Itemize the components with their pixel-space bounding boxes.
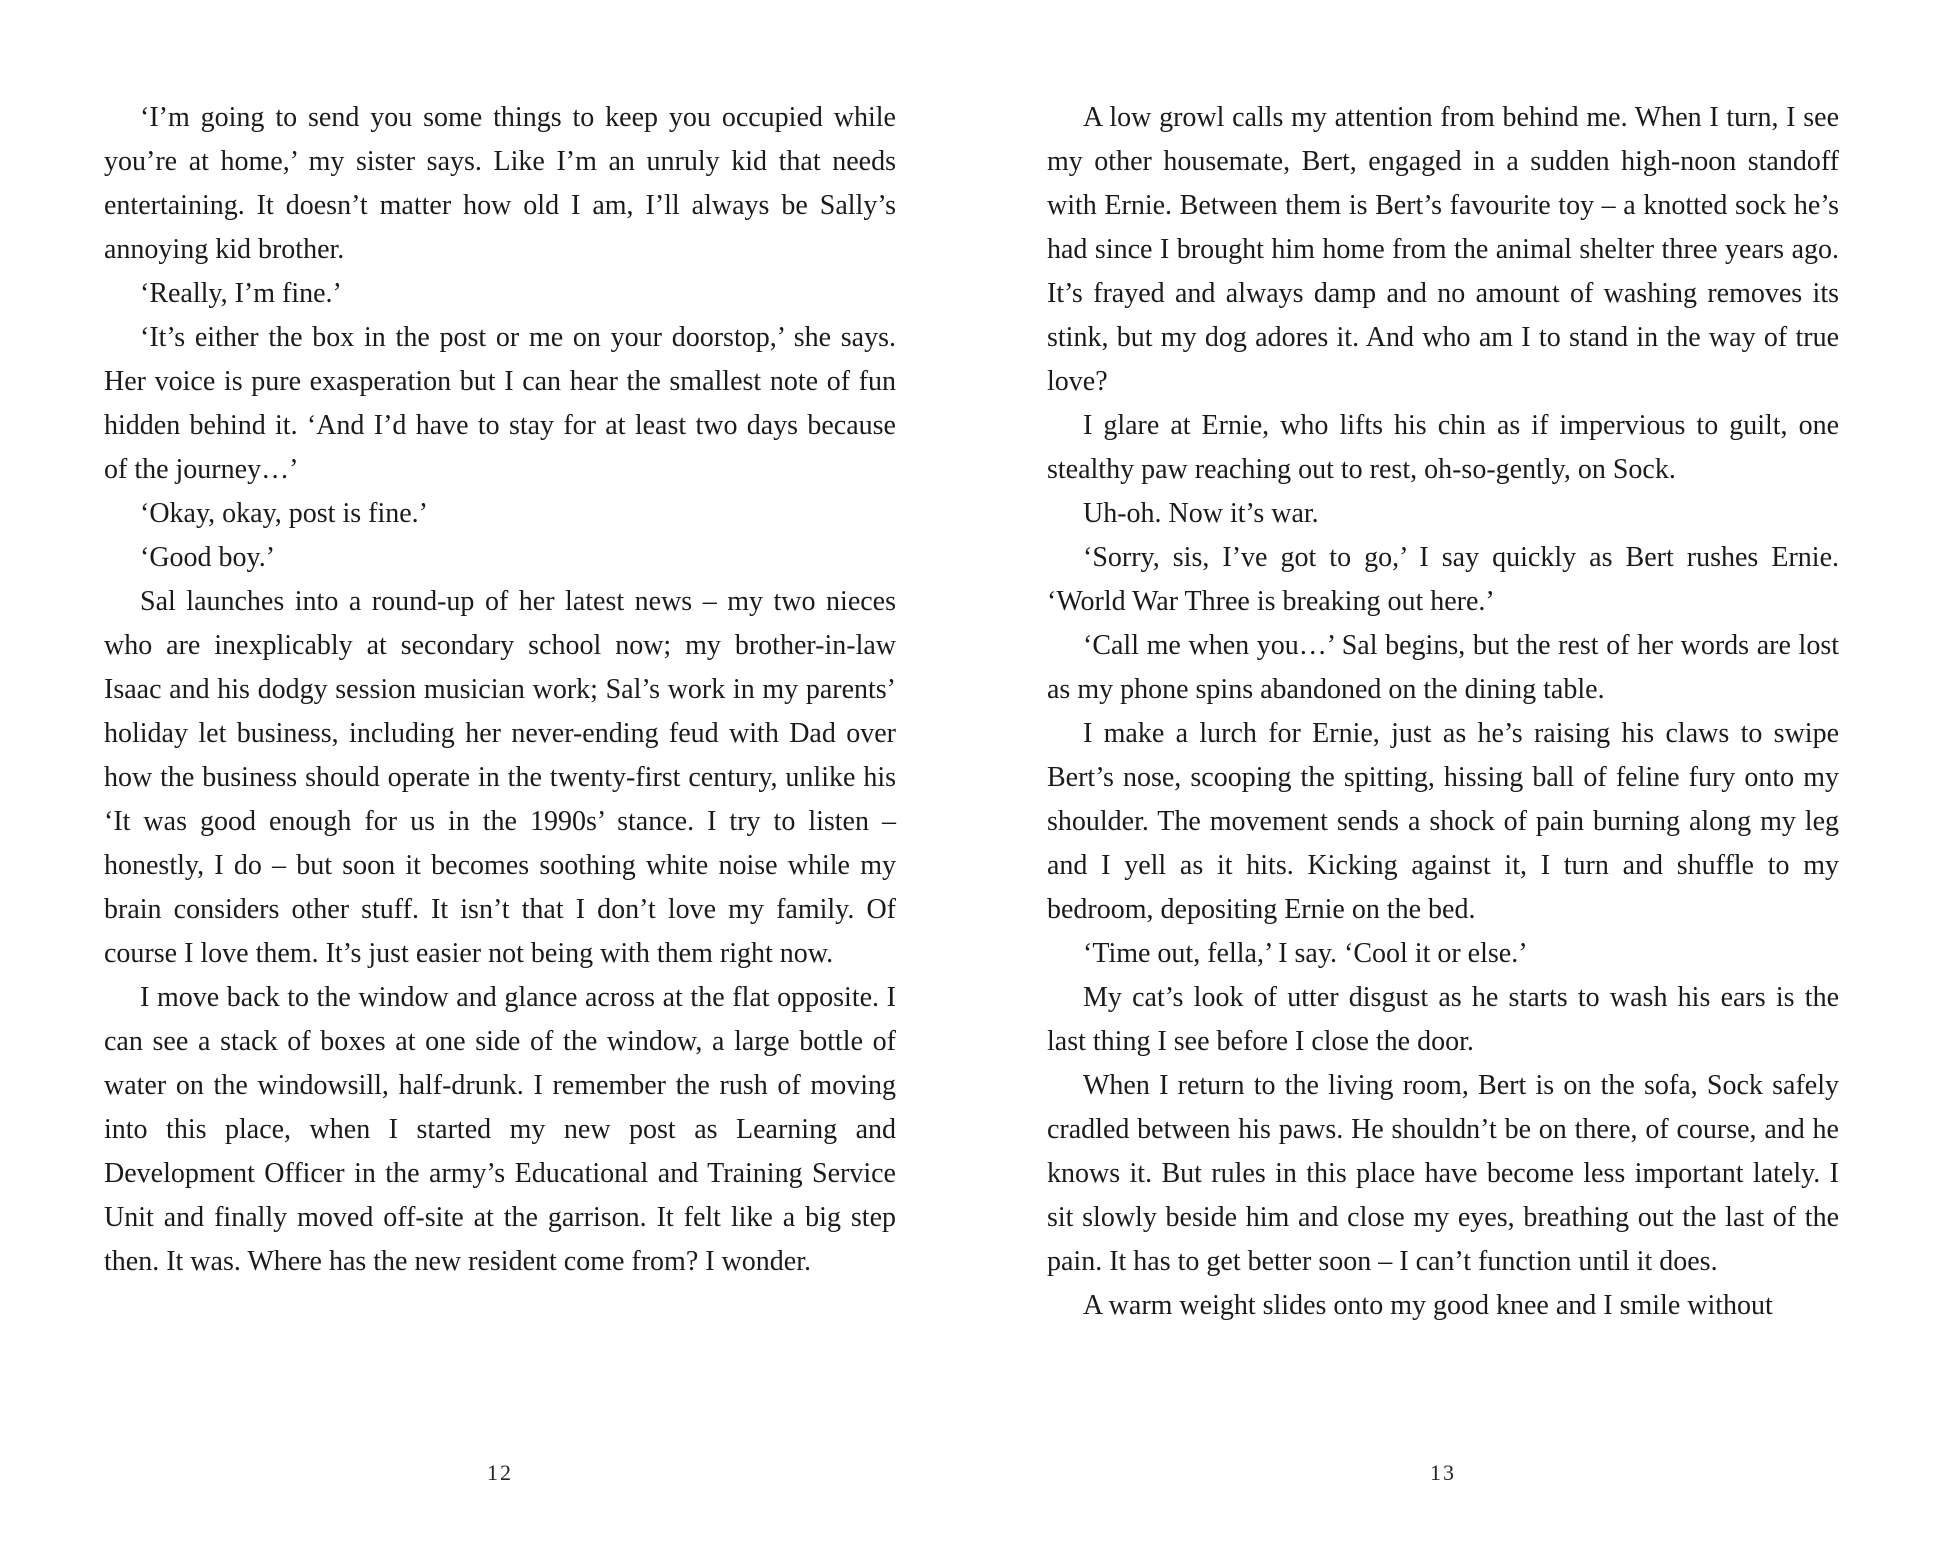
paragraph: Sal launches into a round-up of her latest news – my two nieces who are inexplicably at secondary school now; my brother-in-law Isaac and his dodgy session musician work; Sal’s work in my parents’ holiday let business, including her never-ending feud with Dad over how the business should operate in the twenty-first century, unlike his ‘It was good enough for us in the 1990s’ stance. I try to listen – honestly, I do – but soon it becomes soothing white noise while my brain considers other stuff. It isn’t that I don’t love my family. Of course I love them. It’s just easier not being with them right now. [104,586,896,969]
paragraph: My cat’s look of utter disgust as he starts to wash his ears is the last thing I see before I close the door. [1047,982,1839,1057]
left-page-body [104,96,896,1436]
paragraph: ‘Good boy.’ [140,542,276,573]
paragraph: ‘It’s either the box in the post or me on your doorstop,’ she says. Her voice is pure exasperation but I can hear the smallest note of fun hidden behind it. ‘And I’d have to stay for at least two days because of the journey…’ [104,322,896,485]
paragraph: I move back to the window and glance across at the flat opposite. I can see a stack of boxes at one side of the window, a large bottle of water on the windowsill, half-drunk. I remember the rush of moving into this place, when I started my new post as Learning and Development Officer in the army’s Educational and Training Service Unit and finally moved off-site at the garrison. It felt like a big step then. It was. Where has the new resident come from? I wonder. [104,982,896,1277]
right-page [1047,96,1839,1485]
right-page-body [1047,96,1839,1436]
paragraph: When I return to the living room, Bert is on the sofa, Sock safely cradled between his paws. He shouldn’t be on there, of course, and he knows it. But rules in this place have become less important lately. I sit slowly beside him and close my eyes, breathing out the last of the pain. It has to get better soon – I can’t function until it does. [1047,1070,1839,1277]
left-page [104,96,896,1485]
paragraph: ‘Sorry, sis, I’ve got to go,’ I say quickly as Bert rushes Ernie. ‘World War Three is breaking out here.’ [1047,542,1839,617]
page-number: 13 [1430,1460,1456,1485]
paragraph: I glare at Ernie, who lifts his chin as if impervious to guilt, one stealthy paw reaching out to rest, oh-so-gently, on Sock. [1047,410,1839,485]
paragraph: ‘I’m going to send you some things to keep you occupied while you’re at home,’ my sister says. Like I’m an unruly kid that needs entertaining. It doesn’t matter how old I am, I’ll always be Sally’s annoying kid brother. [104,102,896,265]
paragraph: A warm weight slides onto my good knee and I smile without [1083,1290,1773,1321]
paragraph: I make a lurch for Ernie, just as he’s raising his claws to swipe Bert’s nose, scooping the spitting, hissing ball of feline fury onto my shoulder. The movement sends a shock of pain burning along my leg and I yell as it hits. Kicking against it, I turn and shuffle to my bedroom, depositing Ernie on the bed. [1047,718,1839,925]
paragraph: A low growl calls my attention from behind me. When I turn, I see my other housemate, Bert, engaged in a sudden high-noon standoff with Ernie. Between them is Bert’s favourite toy – a knotted sock he’s had since I brought him home from the animal shelter three years ago. It’s frayed and always damp and no amount of washing removes its stink, but my dog adores it. And who am I to stand in the way of true love? [1047,102,1839,397]
paragraph: Uh-oh. Now it’s war. [1083,498,1319,529]
paragraph: ‘Really, I’m fine.’ [140,278,342,309]
paragraph: ‘Call me when you…’ Sal begins, but the rest of her words are lost as my phone spins abandoned on the dining table. [1047,630,1839,705]
paragraph: ‘Okay, okay, post is fine.’ [140,498,428,529]
paragraph: ‘Time out, fella,’ I say. ‘Cool it or else.’ [1083,938,1528,969]
page-number: 12 [487,1460,513,1485]
